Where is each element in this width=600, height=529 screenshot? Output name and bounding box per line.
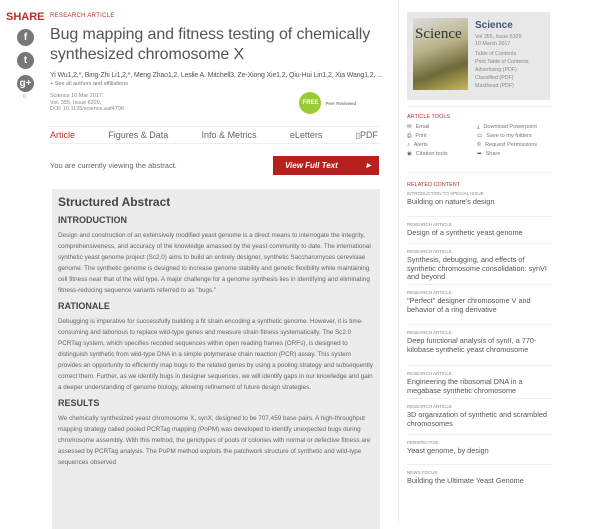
sidebar-divider xyxy=(398,0,399,523)
related-item-type: PERSPECTIVE xyxy=(407,440,439,445)
folder-icon: ▭ xyxy=(477,133,483,139)
article-meta xyxy=(50,93,124,113)
abstract-heading: Structured Abstract xyxy=(58,195,171,209)
tools-left xyxy=(407,123,448,159)
pdf-label: PDF xyxy=(360,130,378,140)
print-toc-link[interactable]: Print Table of Contents xyxy=(475,59,529,65)
related-item-type: NEWS FOCUS xyxy=(407,470,438,475)
download-label: Download Powerpoint xyxy=(483,124,537,130)
article-title: Bug mapping and fitness testing of chemically synthesized chromosome X xyxy=(50,26,371,63)
related-item[interactable] xyxy=(407,440,552,456)
view-full-text-button[interactable] xyxy=(273,156,379,175)
tab-article[interactable]: Article xyxy=(50,130,76,140)
viewing-notice: You are currently viewing the abstract. xyxy=(50,161,177,170)
section-rationale-text: Debugging is imperative for successfully building a fit strain encoding a synthetic genome. However, it is time-consuming and laborious to replace wild-type genes and measure strain fitness systematically. The Sc2.0 PCRTag system, which specifies recoded sequences within open reading frames (ORFs), is designed to distinguish synthetic from wild-type DNA in a simple polymerase chain reaction (PCR) assay. This system provides an opportunity to efficiently map bugs to the related genes by using a pooling strategy and subsequently correct them. Further, as we identify bugs in designer sequences, we will identify gaps in our knowledge and gain a deeper understanding of genome biology, allowing refinement of future design strategies. xyxy=(58,318,373,391)
related-item-type: RESEARCH ARTICLE xyxy=(407,249,452,254)
citation-icon: ◉ xyxy=(407,151,412,157)
download-powerpoint-button[interactable] xyxy=(477,123,537,132)
share-tool-label: Share xyxy=(485,151,501,157)
related-item-type: RESEARCH ARTICLE xyxy=(407,290,452,295)
related-item-title[interactable]: Design of a synthetic yeast genome xyxy=(407,228,523,237)
divider xyxy=(407,106,552,107)
divider xyxy=(407,243,552,244)
tab-eletters[interactable]: eLetters xyxy=(289,130,323,140)
alerts-icon: ♪ xyxy=(407,142,410,148)
related-item-title[interactable]: Synthesis, debugging, and effects of synthetic chromosome consolidation: synVI and beyond xyxy=(407,255,547,281)
pdf-icon: ▯ xyxy=(355,131,360,140)
request-permissions-button[interactable] xyxy=(477,141,537,150)
section-introduction-text: Design and construction of an extensively modified yeast genome is a direct means to interrogate the integrity, comprehensiveness, and accuracy of the knowledge amassed by the yeast community to date. The international synthetic yeast genome project (Sc2.0) aims to build an entirely designer, synthetic Saccharomyces cerevisiae genome. The synthetic genome is designed to increase genome stability and genetic flexibility while maintaining cell fitness near that of the wild type. A major challenge for a genome synthesis lies in identifying and eliminating fitness-reducing sequence variants referred to as "bugs." xyxy=(58,232,371,294)
see-all-authors-link[interactable]: + See all authors and affiliations xyxy=(50,81,129,87)
tab-figures-data[interactable]: Figures & Data xyxy=(108,130,169,140)
alerts-label: Alerts xyxy=(413,142,428,148)
save-folders-button[interactable] xyxy=(477,132,537,141)
related-item-type: INTRODUCTION TO SPECIAL ISSUE xyxy=(407,191,484,196)
email-icon: ✉ xyxy=(407,124,412,130)
divider xyxy=(407,434,552,435)
article-tools-label: ARTICLE TOOLS xyxy=(407,114,451,120)
free-peer-reviewed xyxy=(299,92,356,114)
print-icon: ⎙ xyxy=(407,133,412,139)
email-label: Email xyxy=(415,124,430,130)
tab-pdf[interactable] xyxy=(356,130,378,140)
play-icon: ▶ xyxy=(366,163,371,169)
divider xyxy=(407,324,552,325)
masthead-link[interactable]: Masthead (PDF) xyxy=(475,83,514,89)
related-item[interactable] xyxy=(407,290,552,314)
article-header xyxy=(50,25,396,114)
save-label: Save to my folders xyxy=(486,133,532,139)
classified-link[interactable]: Classified (PDF) xyxy=(475,75,514,81)
toc-link[interactable]: Table of Contents xyxy=(475,51,517,57)
related-item-title[interactable]: Engineering the ribosomal DNA in a megabase synthetic chromosome xyxy=(407,377,523,395)
related-content-label: RELATED CONTENT xyxy=(407,182,461,188)
advertising-link[interactable]: Advertising (PDF) xyxy=(475,67,517,73)
share-count: 0 xyxy=(23,94,26,100)
related-item-type: RESEARCH ARTICLE xyxy=(407,330,452,335)
issue-date: 10 March 2017 xyxy=(475,41,511,47)
print-button[interactable] xyxy=(407,132,448,141)
related-item-type: RESEARCH ARTICLE xyxy=(407,404,452,409)
meta-date: Science 10 Mar 2017: xyxy=(50,93,104,100)
related-item[interactable] xyxy=(407,404,552,428)
free-badge: FREE xyxy=(299,92,321,114)
journal-name[interactable]: Science xyxy=(475,20,513,31)
peer-reviewed-label: Peer Reviewed xyxy=(325,100,356,106)
meta-row xyxy=(50,92,396,114)
print-label: Print xyxy=(415,133,427,139)
related-item[interactable] xyxy=(407,470,552,486)
related-item-title[interactable]: Building on nature's design xyxy=(407,197,495,206)
meta-volume: Vol. 355, Issue 6329, xyxy=(50,99,102,106)
email-button[interactable] xyxy=(407,123,448,132)
twitter-icon[interactable]: t xyxy=(17,52,34,69)
download-icon: ⤓ xyxy=(477,124,480,130)
related-item[interactable] xyxy=(407,330,552,354)
authors[interactable]: Yi Wu1,2,*, Bing-Zhi Li1,2,*, Meng Zhao1,2, Leslie A. Mitchell3, Ze-Xiong Xie1,2, Qiu-Hui Lin1,2, Xia Wang1,2, ... xyxy=(50,72,383,79)
related-item-type: RESEARCH ARTICLE xyxy=(407,371,452,376)
related-item[interactable] xyxy=(407,222,552,238)
divider xyxy=(407,398,552,399)
view-full-text-label: View Full Text xyxy=(285,161,338,170)
citation-label: Citation tools xyxy=(415,151,448,157)
section-rationale-title: RATIONALE xyxy=(58,301,110,311)
alerts-button[interactable] xyxy=(407,141,448,150)
related-item[interactable] xyxy=(407,191,552,207)
related-item-title[interactable]: Deep functional analysis of synII, a 770-kilobase synthetic yeast chromosome xyxy=(407,336,537,354)
google-plus-icon[interactable]: g+ xyxy=(17,75,34,92)
divider xyxy=(407,172,552,173)
divider xyxy=(407,216,552,217)
related-item-type: RESEARCH ARTICLE xyxy=(407,222,452,227)
related-item-title[interactable]: 3D organization of synthetic and scrambled chromosomes xyxy=(407,410,547,428)
share-label: SHARE xyxy=(6,11,45,23)
related-item-title[interactable]: Building the Ultimate Yeast Genome xyxy=(407,476,524,485)
related-item[interactable] xyxy=(407,371,552,395)
tools-right xyxy=(477,123,537,159)
share-icon: ➦ xyxy=(477,151,482,157)
citation-tools-button[interactable] xyxy=(407,150,448,159)
section-results-title: RESULTS xyxy=(58,398,100,408)
section-introduction-title: INTRODUCTION xyxy=(58,215,127,225)
related-item-title[interactable]: "Perfect" designer chromosome V and behavior of a ring derivative xyxy=(407,296,531,314)
article-tabs xyxy=(50,126,380,144)
permissions-label: Request Permissions xyxy=(485,142,538,148)
article-type: RESEARCH ARTICLE xyxy=(50,13,115,19)
structured-abstract xyxy=(52,189,380,529)
divider xyxy=(407,284,552,285)
facebook-icon[interactable]: f xyxy=(17,29,34,46)
copyright-icon: © xyxy=(477,142,482,148)
share-button[interactable] xyxy=(477,150,537,159)
divider xyxy=(407,464,552,465)
issue-cover-image[interactable]: Science xyxy=(413,18,468,90)
divider xyxy=(407,365,552,366)
tab-info-metrics[interactable]: Info & Metrics xyxy=(201,130,257,140)
section-results-text: We chemically synthesized yeast chromosome X, synX, designed to be 707,459 base pairs. A high-throughput mapping strategy called pooled PCRTag mapping (PoPM) was developed to identify unexpected bugs during chromosome assembly. With this method, the genotypes of pools of colonies with normal or defective fitness are assessed by PCRTag analysis. The PoPM method exploits the patchwork structure of synthetic and wild-type sequences observed xyxy=(58,415,371,466)
related-item-title[interactable]: Yeast genome, by design xyxy=(407,446,489,455)
issue-volume: Vol 355, Issue 6329 xyxy=(475,34,522,40)
related-item[interactable] xyxy=(407,249,552,282)
meta-doi[interactable]: DOI: 10.1126/science.aaf4706 xyxy=(50,106,124,113)
